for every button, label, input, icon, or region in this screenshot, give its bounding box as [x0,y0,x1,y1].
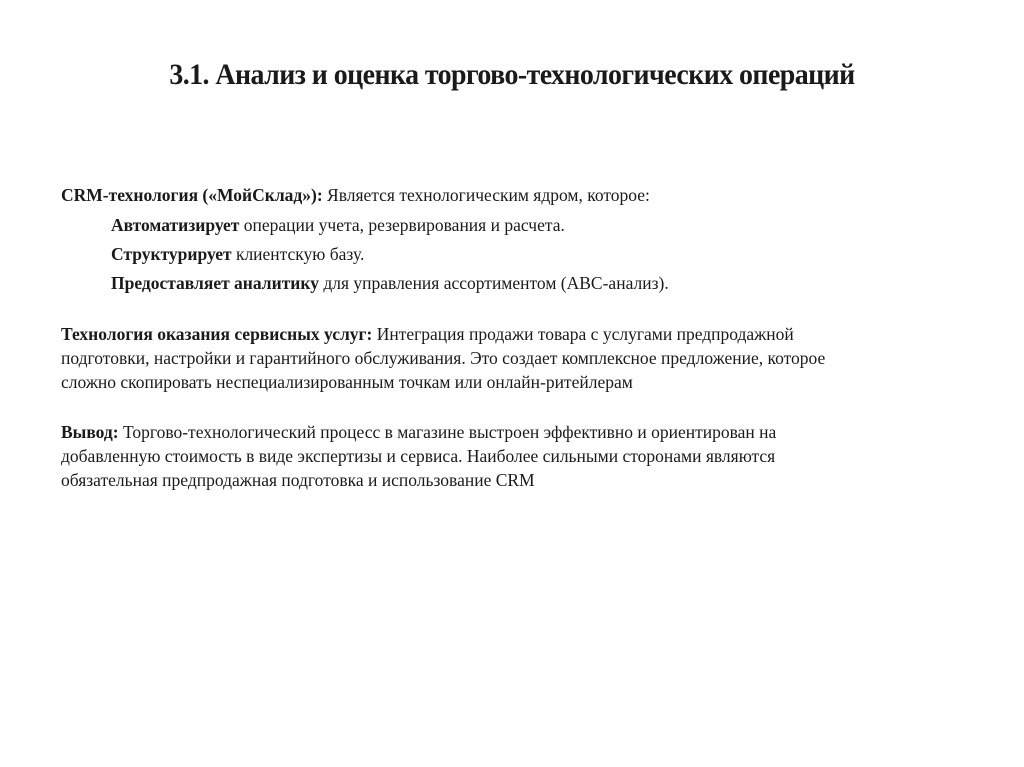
crm-feature-bold: Предоставляет аналитику [111,273,319,293]
slide-content [61,183,961,492]
conclusion-line-3: обязательная предпродажная подготовка и использование CRM [61,470,535,490]
crm-feature-bold: Автоматизирует [111,215,240,235]
crm-feature-item [111,211,961,240]
crm-feature-text: для управления ассортиментом (ABC-анализ). [318,273,669,293]
crm-lead-text: Является технологическим ядром, которое: [322,185,650,205]
service-line-2: подготовки, настройки и гарантийного обслуживания. Это создает комплексное предложение, которое [61,348,826,368]
crm-feature-bold: Структурирует [111,244,232,264]
service-line-3: сложно скопировать неспециализированным точкам или онлайн-ритейлерам [61,372,633,392]
crm-feature-item [111,240,961,269]
crm-intro [61,183,961,207]
service-lead-bold: Технология оказания сервисных услуг: [61,324,373,344]
service-paragraph [61,322,961,394]
crm-lead-bold: CRM-технология («МойСклад»): [61,185,323,205]
crm-feature-text: клиентскую базу. [231,244,365,264]
conclusion-line-1-text: Торгово-технологический процесс в магазине выстроен эффективно и ориентирован на [118,422,777,442]
conclusion-section [61,420,961,492]
service-line-1 [61,322,961,346]
slide-title: 3.1. Анализ и оценка торгово-технологических операций [169,58,855,91]
conclusion-paragraph [61,420,961,492]
crm-feature-list [61,211,961,298]
crm-section [61,183,961,298]
service-line-1-text: Интеграция продажи товара с услугами предпродажной [372,324,794,344]
crm-feature-text: операции учета, резервирования и расчета. [239,215,565,235]
conclusion-lead-bold: Вывод: [61,422,119,442]
crm-feature-item [111,269,961,298]
service-section [61,322,961,394]
conclusion-line-2: добавленную стоимость в виде экспертизы и сервиса. Наиболее сильными сторонами являются [61,446,776,466]
conclusion-line-1 [61,420,961,444]
